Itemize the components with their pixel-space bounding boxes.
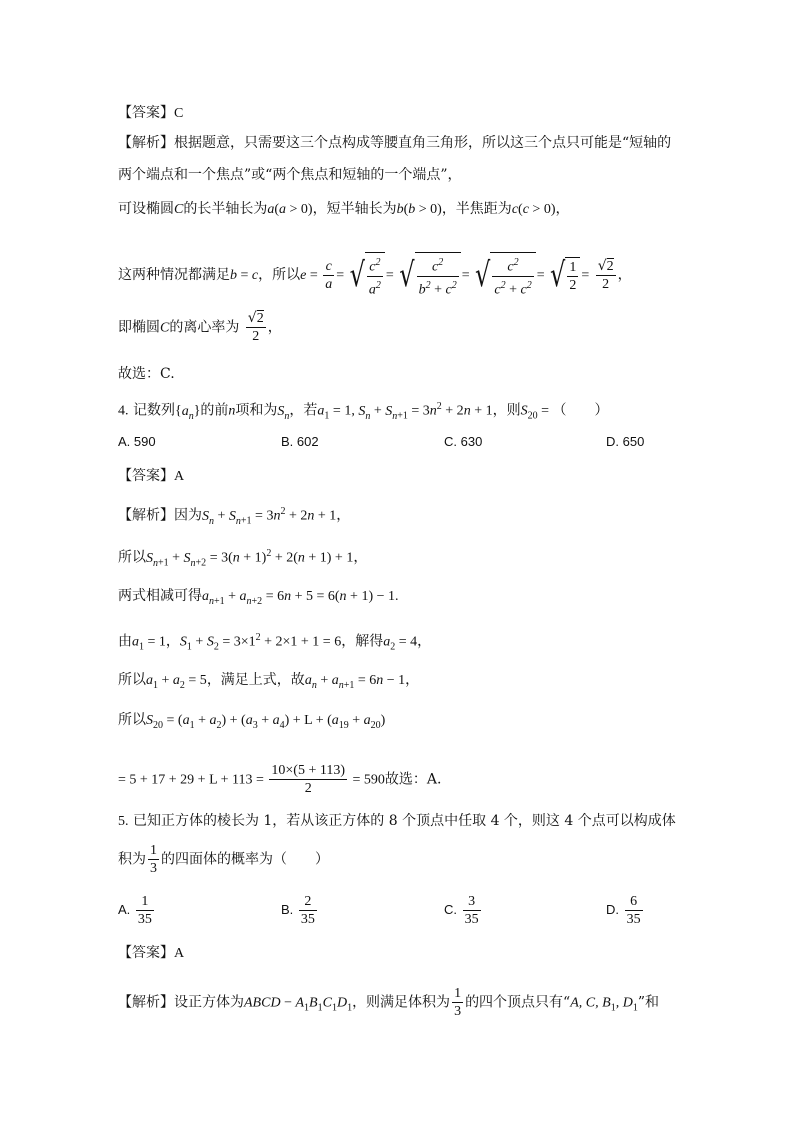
q3-analysis-line-1 [118,133,671,153]
q4-analysis-line-4: 由$a_1 = 1$，$S_1 + S_2 = 3\times 1^2 + 2\times 1 + 1 = 6$，解得$a_2 = 4$， [118,632,432,653]
q4-analysis-line-3: 两式相减可得$a_{n+1} + a_{n+2} = 6n + 5 = 6(n + 1) - 1$. [118,588,399,607]
q5-stem-line-2: 积为 $\frac{1}{3}$ 的四面体的概率为（ ） [118,843,329,876]
q5-option-c: C. $\frac{3}{35}$ [444,894,479,927]
q4-option-b: B. 602 [281,434,319,449]
q3-eccentricity-derivation: 这两种情况都满足b = c，所以e = $\frac{c}{a}$ = √ $\frac{c^2}{a^2}$ = √ $\frac{c^2}{b^2 + c^2}$ = √ $\frac{c^2}{c^2 + c^2}$ = √ $\frac{1}{2}$ = $\frac{√2}{2}$ ， [118,252,632,298]
q3-ellipse-setup: 可设椭圆C的长半轴长为a(a > 0)，短半轴长为b(b > 0)，半焦距为c(c > 0)， [118,201,570,217]
q3-analysis-text: 根据题意，只需要这三个点构成等腰直角三角形，所以这三个点只可能是“短轴的 [174,135,672,151]
q3-answer-line [118,103,183,124]
q5-option-b: B. $\frac{2}{35}$ [281,894,315,927]
q4-option-d: D. 650 [606,434,645,449]
q5-stem-line-1: 5. 已知正方体的棱长为 1，若从该正方体的 8 个顶点中任取 4 个，则这 4 个点可以构成体 [118,813,676,829]
frac-c-over-a: $\frac{c}{a}$ [325,258,333,292]
sqrt-expression: √ $\frac{c^2}{a^2}$ [350,252,385,298]
q5-analysis-line-1: 【解析】设正方体为ABCD − $A_1B_1C_1D_1$，则满足体积为 $\frac{1}{3}$ 的四个顶点只有“A, C, $B_1$, $D_1$”和 [118,986,659,1019]
q4-analysis-line-6: 所以$S_{20} = (a_1 + a_2) + (a_3 + a_4) + L + (a_{19} + a_{20})$ [118,712,386,731]
analysis-tag: 【解析】 [118,135,174,151]
q5-option-a: A. $\frac{1}{35}$ [118,894,152,927]
q3-answer: C [174,106,184,121]
q4-analysis-line-7: = 5 + 17 + 29 + L + 113 = $\frac{10\times(5 + 113)}{2}$ = 590故选：A. [118,763,442,796]
q5-answer-line: 【答案】A [118,945,185,961]
q4-option-c: C. 630 [444,434,483,449]
q3-conclusion: 故选：C. [118,366,175,382]
q4-option-a: A. 590 [118,434,156,449]
q4-analysis-line-5: 所以$a_1 + a_2 = 5$，满足上式，故$a_n + a_{n+1} = 6n - 1$， [118,672,420,691]
q3-eccentricity-result: 即椭圆C的离心率为 $\frac{√2}{2}$ ， [118,310,282,344]
q4-stem: 4. 记数列$\{a_n\}$的前n项和为$S_n$，若$a_1 = 1$, $S_n + S_{n+1} = 3n^2 + 2n + 1$，则$S_{20}$ = （ ） [118,401,609,422]
q4-answer: A [174,469,185,484]
q5-option-d: D. $\frac{6}{35}$ [606,894,641,927]
q4-answer-line: 【答案】A [118,468,185,484]
q3-analysis-line-2: 两个端点和一个焦点”或“两个焦点和短轴的一个端点”， [118,167,462,183]
answer-tag: 【答案】 [118,105,174,121]
q4-analysis-line-1: 【解析】因为$S_n + S_{n+1} = 3n^2 + 2n + 1$， [118,506,351,527]
q4-analysis-line-2: 所以$S_{n+1} + S_{n+2} = 3(n + 1)^2 + 2(n + 1) + 1$， [118,548,368,569]
q5-answer: A [174,946,185,961]
